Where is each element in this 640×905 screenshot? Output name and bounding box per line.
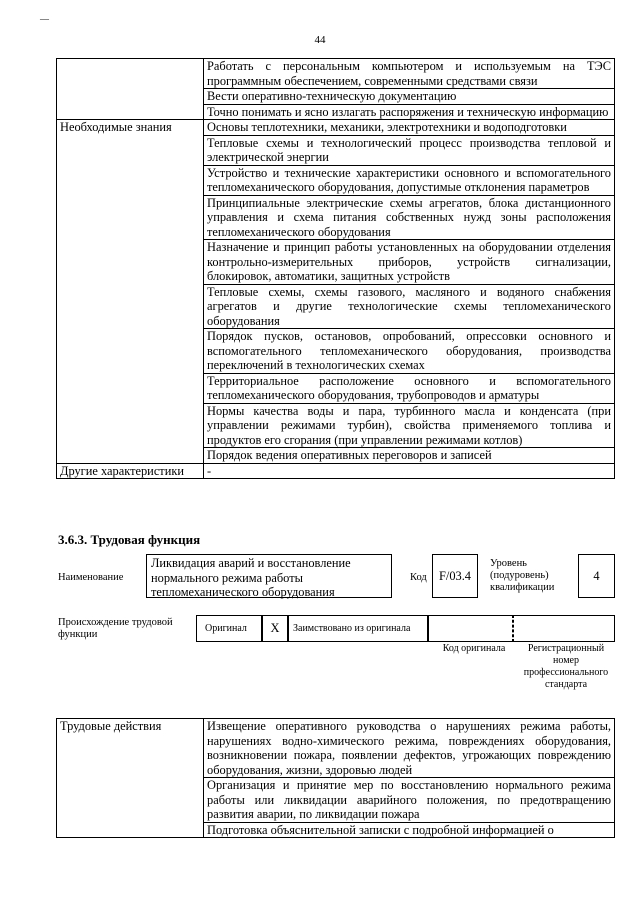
table-row — [57, 403, 615, 448]
row-label — [57, 822, 204, 838]
table-row — [57, 329, 615, 374]
row-label — [57, 240, 204, 285]
row-text: Территориальное расположение основного и вспомогательного тепломеханического оборудования, трубопроводов и арматуры — [204, 373, 615, 403]
row-text: Тепловые схемы и технологический процесс производства тепловой и электрической энергии — [204, 135, 615, 165]
row-label — [57, 778, 204, 823]
table-row — [57, 165, 615, 195]
corner-mark: — — [40, 14, 49, 24]
section-title: 3.6.3. Трудовая функция — [58, 532, 201, 547]
row-text: Тепловые схемы, схемы газового, масляного и водяного снабжения агрегатов и другие технологические схемы тепломеханического оборудования — [204, 284, 615, 329]
origin-row — [196, 615, 514, 642]
table-row — [57, 240, 615, 285]
level-value: 4 — [593, 568, 600, 583]
row-text: Нормы качества воды и пара, турбинного масла и конденсата (при управлении режимами турбин), свойства применяемого топлива и продуктов его сгорания (при управлении режимами котлов) — [204, 403, 615, 448]
row-label: Необходимые знания — [57, 120, 204, 136]
table-row — [57, 195, 615, 240]
level-label: Уровень (подуровень) квалификации — [490, 558, 555, 593]
table-row — [57, 120, 615, 136]
row-text: Подготовка объяснительной записки с подробной информацией о — [204, 822, 615, 838]
row-label: Другие характеристики — [57, 463, 204, 479]
row-text: Порядок пусков, остановов, опробований, опрессовки основного и вспомогательного тепломеханического оборудования, производства переключений в технологических схемах — [204, 329, 615, 374]
table-row — [57, 822, 615, 838]
row-label — [57, 448, 204, 464]
table-row — [57, 719, 615, 778]
row-label — [57, 59, 204, 89]
table-row — [57, 59, 615, 89]
reg-number-caption: Регистрационный номер профессионального стандарта — [523, 643, 609, 690]
row-label — [57, 89, 204, 105]
table-row — [57, 135, 615, 165]
code-box — [432, 554, 478, 598]
name-label: Наименование — [58, 572, 124, 583]
row-label — [57, 104, 204, 120]
table-row — [57, 89, 615, 105]
row-label — [57, 329, 204, 374]
row-text: Назначение и принцип работы установленных на оборудовании отделения контрольно-измерительных приборов, устройств сигнализации, блокировок, автоматики, защитных устройств — [204, 240, 615, 285]
reg-number-cell — [512, 615, 615, 642]
function-name-box — [146, 554, 392, 598]
row-text: Основы теплотехники, механики, электротехники и водоподготовки — [204, 120, 615, 136]
row-text: Точно понимать и ясно излагать распоряжения и техническую информацию — [204, 104, 615, 120]
borrowed-cell — [288, 615, 428, 642]
row-text: Организация и принятие мер по восстановлению нормального режима работы или ликвидации аварийного положения, по предотвращению развития аварии, по ликвидации пожара — [204, 778, 615, 823]
function-name-value: Ликвидация аварий и восстановление нормального режима работы тепломеханического оборудования — [151, 556, 351, 599]
table-row — [57, 448, 615, 464]
row-label — [57, 284, 204, 329]
borrowed-label: Заимствовано из оригинала — [293, 623, 411, 634]
row-label — [57, 403, 204, 448]
row-text: Работать с персональным компьютером и используемым на ТЭС программным обеспечением, современными средствами связи — [204, 59, 615, 89]
row-label: Трудовые действия — [57, 719, 204, 778]
row-label — [57, 135, 204, 165]
code-label: Код — [410, 572, 427, 583]
row-text: Вести оперативно-техническую документацию — [204, 89, 615, 105]
row-text: Порядок ведения оперативных переговоров и записей — [204, 448, 615, 464]
row-label — [57, 195, 204, 240]
labor-actions-table — [56, 718, 615, 838]
row-label — [57, 373, 204, 403]
table-row — [57, 104, 615, 120]
table-row — [57, 373, 615, 403]
page-number: 44 — [314, 34, 326, 46]
original-mark-cell — [262, 615, 288, 642]
row-text: Устройство и технические характеристики основного и вспомогательного тепломеханического оборудования, допустимые отклонения параметров — [204, 165, 615, 195]
original-cell — [196, 615, 262, 642]
origin-label: Происхождение трудовой функции — [58, 617, 173, 640]
row-text: - — [204, 463, 615, 479]
level-box — [578, 554, 615, 598]
table-row — [57, 463, 615, 479]
table-row — [57, 284, 615, 329]
code-value: F/03.4 — [438, 568, 472, 583]
row-label — [57, 165, 204, 195]
code-original-caption: Код оригинала — [442, 643, 506, 654]
original-label: Оригинал — [205, 623, 247, 634]
row-text: Извещение оперативного руководства о нарушениях режима работы, нарушениях водно-химического режима, повреждениях оборудования, возникновении пожара, появлении дефектов, угрожающих повреждению оборудования, жизни, здоровью людей — [204, 719, 615, 778]
original-mark: X — [270, 621, 280, 635]
table-row — [57, 778, 615, 823]
code-original-cell — [428, 615, 514, 642]
row-text: Принципиальные электрические схемы агрегатов, блока дистанционного управления и схема питания собственных нужд зоны расположения тепломеханического оборудования — [204, 195, 615, 240]
requirements-table — [56, 58, 615, 479]
